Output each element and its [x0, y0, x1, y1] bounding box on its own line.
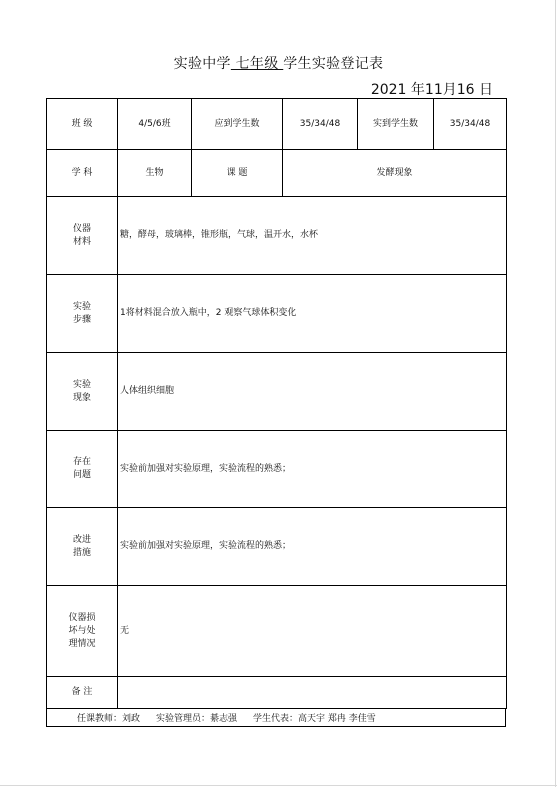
signature-footer	[46, 709, 506, 727]
steps-row	[47, 275, 507, 353]
expected-count-value: 35/34/48	[283, 99, 358, 150]
form-title	[0, 53, 557, 73]
form-date: 2021 年11月16 日	[370, 82, 493, 98]
remarks-label: 备 注	[47, 677, 118, 709]
phenomenon-value: 人体组织细胞	[118, 353, 507, 431]
expected-count-label: 应到学生数	[192, 99, 283, 150]
page-edge-bottom	[0, 785, 557, 786]
subject-row	[47, 150, 507, 197]
equipment-row	[47, 197, 507, 275]
damage-value: 无	[118, 586, 507, 677]
topic-label: 课 题	[192, 150, 283, 197]
header-row	[47, 99, 507, 150]
actual-count-value: 35/34/48	[434, 99, 507, 150]
equipment-value: 糖，酵母，玻璃棒，锥形瓶，气球，温开水，水杯	[118, 197, 507, 275]
problems-row	[47, 431, 507, 508]
problems-value: 实验前加强对实验原理，实验流程的熟悉；	[118, 431, 507, 508]
phenomenon-row	[47, 353, 507, 431]
damage-label: 仪器损 坏与处 理情况	[47, 586, 118, 677]
title-grade: 七年级	[230, 56, 284, 72]
title-suffix: 学生实验登记表	[283, 56, 384, 72]
phenomenon-label: 实验 现象	[47, 353, 118, 431]
manager-signature: 实验管理员：綦志强	[156, 714, 238, 724]
subject-value: 生物	[118, 150, 192, 197]
class-label: 班 级	[47, 99, 118, 150]
registration-sheet	[46, 98, 506, 709]
steps-label: 实验 步骤	[47, 275, 118, 353]
class-value: 4/5/6班	[118, 99, 192, 150]
equipment-label: 仪器 材料	[47, 197, 118, 275]
registration-table	[46, 98, 507, 709]
improvement-row	[47, 508, 507, 586]
title-prefix: 实验中学	[173, 56, 231, 72]
improvement-label: 改进 措施	[47, 508, 118, 586]
problems-label: 存在 问题	[47, 431, 118, 508]
actual-count-label: 实到学生数	[358, 99, 434, 150]
student-representatives: 学生代表：高天宇 郑冉 李佳雪	[253, 714, 376, 724]
topic-value: 发酵现象	[283, 150, 507, 197]
subject-label: 学 科	[47, 150, 118, 197]
page-edge-right	[555, 0, 556, 787]
improvement-value: 实验前加强对实验原理，实验流程的熟悉；	[118, 508, 507, 586]
damage-row	[47, 586, 507, 677]
remarks-value	[118, 677, 507, 709]
teacher-signature: 任课教师：刘政	[77, 714, 141, 724]
steps-value: 1将材料混合放入瓶中，2 观察气球体积变化	[118, 275, 507, 353]
remarks-row	[47, 677, 507, 709]
